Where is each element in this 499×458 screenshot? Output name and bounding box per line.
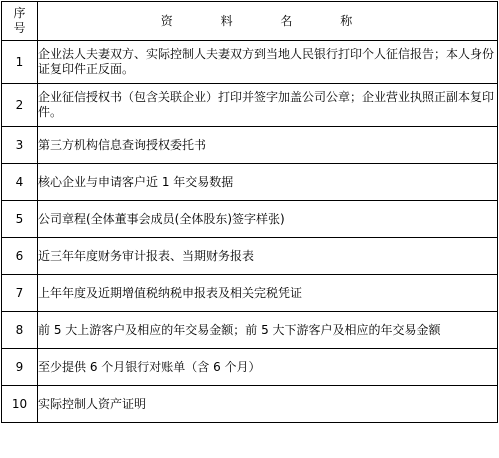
document-name: 第三方机构信息查询授权委托书	[38, 127, 498, 164]
document-name: 上年年度及近期增值税纳税申报表及相关完税凭证	[38, 275, 498, 312]
row-number: 7	[2, 275, 38, 312]
document-name: 近三年年度财务审计报表、当期财务报表	[38, 238, 498, 275]
document-name: 至少提供 6 个月银行对账单（含 6 个月）	[38, 349, 498, 386]
table-row	[2, 41, 498, 84]
table-row	[2, 201, 498, 238]
serial-number-header	[2, 2, 38, 41]
table-row	[2, 349, 498, 386]
table-row	[2, 127, 498, 164]
table-row	[2, 84, 498, 127]
row-number: 1	[2, 41, 38, 84]
row-number: 10	[2, 386, 38, 423]
row-number: 4	[2, 164, 38, 201]
row-number: 6	[2, 238, 38, 275]
document-name: 前 5 大上游客户及相应的年交易金额；前 5 大下游客户及相应的年交易金额	[38, 312, 498, 349]
table-row	[2, 386, 498, 423]
document-name: 企业法人夫妻双方、实际控制人夫妻双方到当地人民银行打印个人征信报告；本人身份证复印件正反面。	[38, 41, 498, 84]
row-number: 9	[2, 349, 38, 386]
document-name-header: 资 料 名 称	[38, 2, 498, 41]
document-list-table	[1, 1, 498, 423]
row-number: 2	[2, 84, 38, 127]
table-row	[2, 238, 498, 275]
table-row	[2, 164, 498, 201]
serial-number-header-line2: 号	[13, 21, 26, 35]
row-number: 3	[2, 127, 38, 164]
document-name: 企业征信授权书（包含关联企业）打印并签字加盖公司公章；企业营业执照正副本复印件。	[38, 84, 498, 127]
document-name: 实际控制人资产证明	[38, 386, 498, 423]
table-header-row	[2, 2, 498, 41]
row-number: 5	[2, 201, 38, 238]
row-number: 8	[2, 312, 38, 349]
document-name: 核心企业与申请客户近 1 年交易数据	[38, 164, 498, 201]
document-name: 公司章程(全体董事会成员(全体股东)签字样张)	[38, 201, 498, 238]
serial-number-header-line1: 序	[13, 6, 26, 20]
table-row	[2, 275, 498, 312]
table-row	[2, 312, 498, 349]
